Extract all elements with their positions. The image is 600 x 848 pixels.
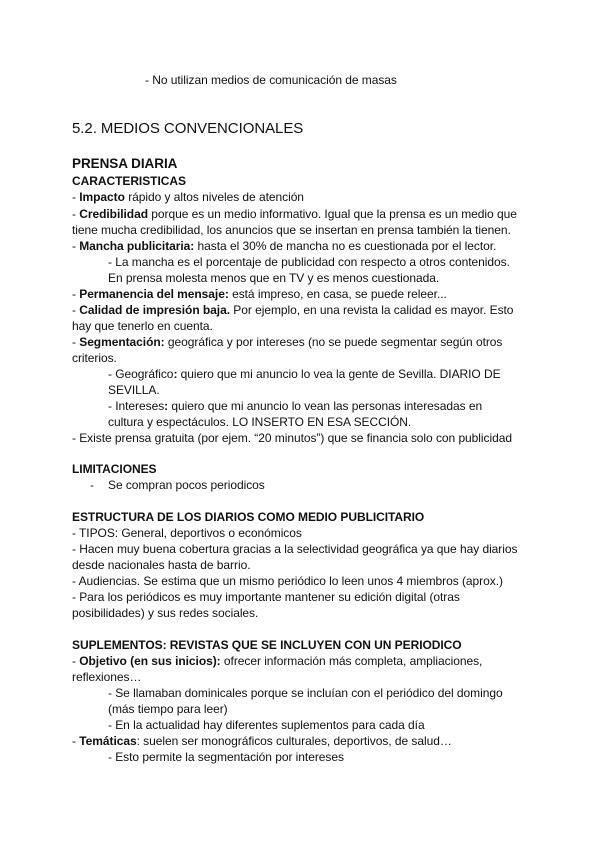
tematicas-label: Temáticas — [79, 734, 137, 748]
calidad-text: Por ejemplo, en una revista la calidad es mayor. Esto — [229, 303, 514, 317]
permanencia-label: Permanencia del mensaje: — [79, 287, 229, 301]
credibilidad-line-2: tiene mucha credibilidad, los anuncios que se insertan en prensa también la tienen. — [72, 223, 511, 237]
credibilidad-label: Credibilidad — [79, 207, 148, 221]
intereses-colon: : — [164, 399, 169, 413]
bullet-prefix: - — [72, 190, 80, 204]
bullet-prefix: - — [72, 207, 80, 221]
permanencia-text: está impreso, en casa, se puede releer... — [228, 287, 447, 301]
bullet-prefix: - — [72, 287, 80, 301]
impacto-line — [72, 189, 304, 206]
intereses-text: quiero que mi anuncio lo vean las personas interesadas en — [168, 399, 483, 413]
objetivo-line — [72, 653, 482, 670]
objetivo-text: ofrecer información más completa, ampliaciones, — [220, 654, 483, 668]
bullet-prefix: - — [72, 734, 80, 748]
suplementos-heading: SUPLEMENTOS: REVISTAS QUE SE INCLUYEN CON UN PERIODICO — [72, 638, 462, 652]
limitaciones-heading: LIMITACIONES — [72, 462, 157, 476]
credibilidad-text: porque es un medio informativo. Igual que la prensa es un medio que — [147, 207, 517, 221]
mancha-label: Mancha publicitaria: — [79, 239, 195, 253]
mancha-sub-2: En prensa molesta menos que en TV y es menos cuestionada. — [108, 271, 440, 285]
impacto-label: Impacto — [79, 190, 125, 204]
objetivo-label: Objetivo (en sus inicios): — [79, 654, 221, 668]
tematicas-sub: - Esto permite la segmentación por intereses — [108, 750, 344, 764]
estructura-line-3: desde nacionales hasta de barrio. — [72, 558, 251, 572]
segmentacion-label: Segmentación: — [79, 335, 165, 349]
segmentacion-line-2: criterios. — [72, 351, 117, 365]
prensa-title: PRENSA DIARIA — [72, 156, 178, 171]
objetivo-line-2: reflexiones… — [72, 670, 142, 684]
bullet-prefix: - — [72, 654, 80, 668]
estructura-line-6: posibilidades) y sus redes sociales. — [72, 606, 259, 620]
geografico-label: - Geográfico — [108, 367, 174, 381]
bullet-prefix: - — [72, 303, 80, 317]
impacto-text: rápido y altos niveles de atención — [124, 190, 304, 204]
segmentacion-line — [72, 334, 502, 351]
caracteristicas-heading: CARACTERISTICAS — [72, 174, 186, 188]
geografico-line-2: SEVILLA. — [108, 383, 160, 397]
intereses-label: - Intereses — [108, 399, 165, 413]
bullet-prefix: - — [72, 239, 80, 253]
intereses-line — [108, 398, 482, 415]
permanencia-line — [72, 286, 447, 303]
limitaciones-item: Se compran pocos periodicos — [108, 478, 265, 492]
estructura-line-1: - TIPOS: General, deportivos o económicos — [72, 526, 302, 540]
gratuita-line: - Existe prensa gratuita (por ejem. “20 minutos”) que se financia solo con publicidad — [72, 431, 512, 445]
calidad-line — [72, 302, 513, 319]
top-line: - No utilizan medios de comunicación de masas — [145, 73, 397, 87]
calidad-line-2: hay que tenerlo en cuenta. — [72, 319, 213, 333]
limitaciones-bullet: - — [90, 478, 94, 492]
mancha-sub-1: - La mancha es el porcentaje de publicidad con respecto a otros contenidos. — [108, 255, 510, 269]
geografico-colon: : — [173, 367, 178, 381]
credibilidad-line — [72, 206, 517, 223]
mancha-text: hasta el 30% de mancha no es cuestionada por el lector. — [194, 239, 497, 253]
geografico-text: quiero que mi anuncio lo vea la gente de Sevilla. DIARIO DE — [177, 367, 501, 381]
estructura-line-4: - Audiencias. Se estima que un mismo periódico lo leen unos 4 miembros (aprox.) — [72, 574, 503, 588]
intereses-line-2: cultura y espectáculos. LO INSERTO EN ESA SECCIÓN. — [108, 415, 412, 429]
mancha-line — [72, 238, 496, 255]
geografico-line — [108, 366, 501, 383]
objetivo-sub-2: (más tiempo para leer) — [108, 702, 228, 716]
estructura-heading: ESTRUCTURA DE LOS DIARIOS COMO MEDIO PUBLICITARIO — [72, 510, 425, 524]
tematicas-text: : suelen ser monográficos culturales, deportivos, de salud… — [136, 734, 452, 748]
objetivo-sub-3: - En la actualidad hay diferentes suplementos para cada día — [108, 718, 425, 732]
tematicas-line — [72, 733, 452, 750]
bullet-prefix: - — [72, 335, 80, 349]
calidad-label: Calidad de impresión baja. — [79, 303, 230, 317]
segmentacion-text: geográfica y por intereses (no se puede segmentar según otros — [164, 335, 503, 349]
objetivo-sub-1: - Se llamaban dominicales porque se incluían con el periódico del domingo — [108, 686, 503, 700]
estructura-line-2: - Hacen muy buena cobertura gracias a la selectividad geográfica ya que hay diarios — [72, 542, 518, 556]
section-heading: 5.2. MEDIOS CONVENCIONALES — [72, 120, 304, 137]
estructura-line-5: - Para los periódicos es muy importante mantener su edición digital (otras — [72, 590, 460, 604]
